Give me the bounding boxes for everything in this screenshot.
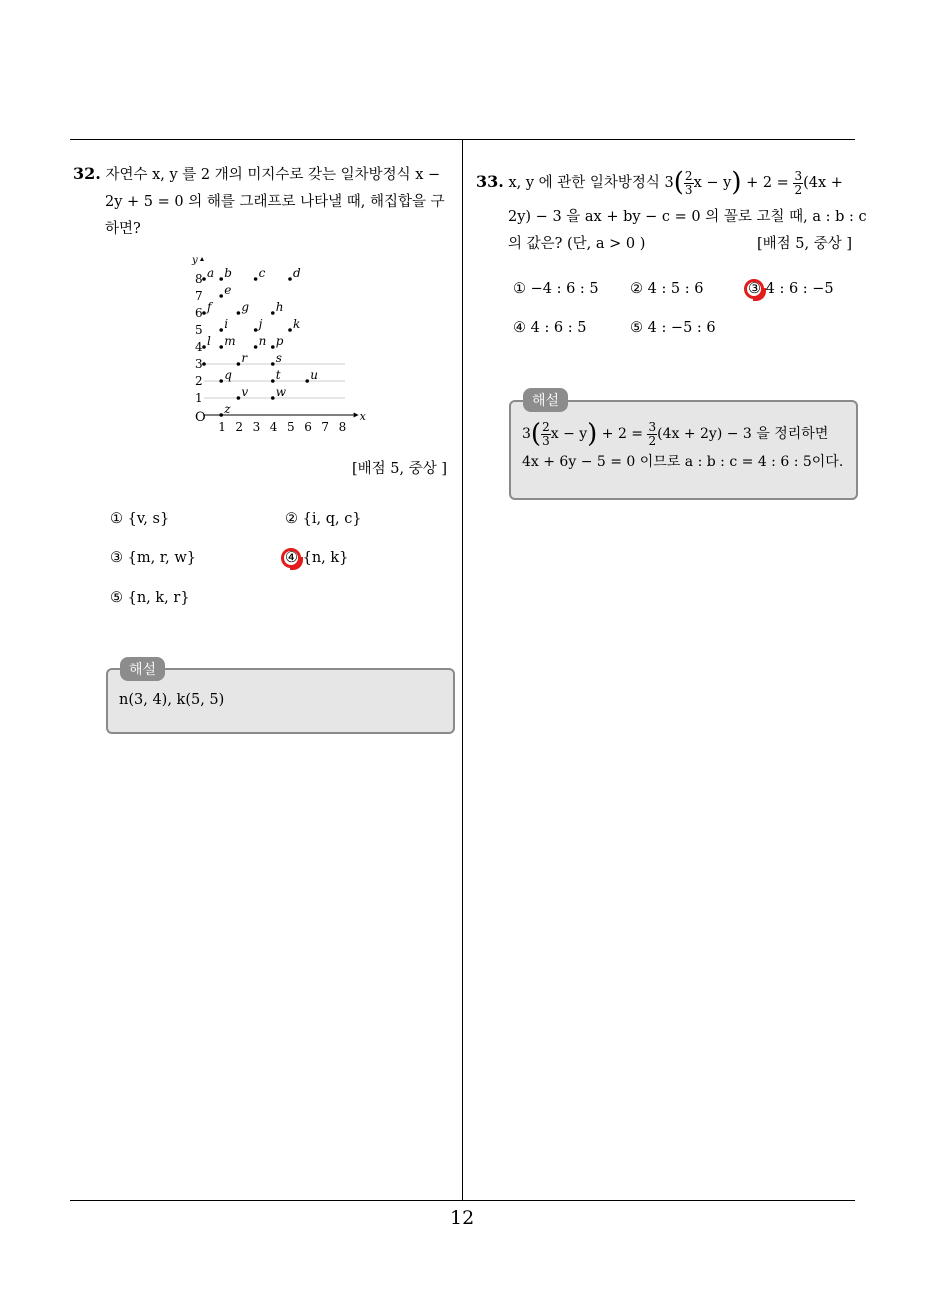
point-t xyxy=(271,379,275,383)
question-33-number: 33. xyxy=(476,172,504,191)
x-tick-label: 7 xyxy=(321,420,330,432)
y-tick-label: 6 xyxy=(195,306,203,320)
point-a xyxy=(202,277,206,281)
bottom-rule xyxy=(70,1200,855,1201)
point-label-t: t xyxy=(275,368,281,382)
point-label-s: s xyxy=(275,351,282,365)
q33-solution-box xyxy=(509,400,858,500)
question-32 xyxy=(73,160,458,243)
x-tick-label: 1 xyxy=(218,420,226,432)
page-number: 12 xyxy=(450,1207,475,1229)
point-z xyxy=(219,413,223,417)
x-tick-label: 5 xyxy=(287,420,295,432)
point-label-h: h xyxy=(275,300,284,314)
x-tick-label: 6 xyxy=(304,420,312,432)
q32-choice-4-marker: ④ xyxy=(285,550,298,566)
point-f xyxy=(202,311,206,315)
point-unlabeled xyxy=(202,362,206,366)
point-label-z: z xyxy=(224,402,231,416)
q33-fraction-2-3: $\frac{2}{3}$ xyxy=(684,168,693,197)
question-33-line3: 의 값은? (단, a > 0 ) [배점 5, 중상 ] xyxy=(476,231,861,258)
y-tick-label: 3 xyxy=(195,357,203,371)
q33-solution-text: 3( $\frac{2}{3}$ x − y) + 2 = $\frac{3}{2}$ (4x + 2y) − 3 을 정리하면 4x + 6y − 5 = 0 이므로 a : b : c = 4 : 6 : 5이다. xyxy=(522,420,843,476)
q32-choice-3[interactable]: ③ {m, r, w} xyxy=(110,550,196,566)
coordinate-graph xyxy=(190,252,375,432)
question-32-points: [배점 5, 중상 ] xyxy=(352,461,448,477)
point-label-i: i xyxy=(224,317,229,331)
point-g xyxy=(237,311,241,315)
answer-circle-mark xyxy=(744,279,764,299)
question-33-points: [배점 5, 중상 ] xyxy=(757,236,853,252)
q33-line1-pre: x, y 에 관한 일차방정식 3 xyxy=(508,175,674,191)
point-label-v: v xyxy=(241,385,249,399)
question-32-line1: 자연수 x, y 를 2 개의 미지수로 갖는 일차방정식 x − xyxy=(105,167,441,183)
y-tick-label: 7 xyxy=(195,289,203,303)
point-e xyxy=(219,294,223,298)
y-tick-label: 8 xyxy=(195,272,203,286)
x-tick-label: 2 xyxy=(235,420,244,432)
q33-fraction-3-2: $\frac{3}{2}$ xyxy=(794,168,803,197)
point-j xyxy=(254,328,258,332)
x-tick-label: 3 xyxy=(252,420,261,432)
point-b xyxy=(219,277,223,281)
question-32-number: 32. xyxy=(73,164,101,183)
point-label-p: p xyxy=(275,334,284,348)
point-n xyxy=(254,345,258,349)
origin-label: O xyxy=(195,410,206,425)
point-u xyxy=(305,379,309,383)
question-32-line2: 2y + 5 = 0 의 해를 그래프로 나타낼 때, 해집합을 구 xyxy=(105,194,445,210)
q33-choice-3-label: 4 : 6 : −5 xyxy=(765,281,834,297)
y-axis-arrow xyxy=(200,257,204,261)
q33-choice-3-marker: ③ xyxy=(748,281,761,297)
column-divider xyxy=(462,139,463,1201)
q32-choice-4-label: {n, k} xyxy=(302,550,349,566)
point-m xyxy=(219,345,223,349)
q32-solution-text: n(3, 4), k(5, 5) xyxy=(119,692,225,708)
point-q xyxy=(219,379,223,383)
point-label-g: g xyxy=(241,300,250,314)
question-33: 33. x, y 에 관한 일차방정식 3( $\frac{2}{3}$ x − y) + 2 = $\frac{3}{2}$ (4x + 2y) − 3 을 ax + by − c = 0 의 꼴로 고칠 때, a : b : c 의 값은? (단, a > 0 ) [배점 5, 중상 ] xyxy=(476,168,861,258)
q33-solution-label: 해설 xyxy=(523,388,568,412)
point-label-a: a xyxy=(207,266,215,280)
q32-solution-label: 해설 xyxy=(120,657,165,681)
point-r xyxy=(237,362,241,366)
point-label-c: c xyxy=(258,266,266,280)
point-label-d: d xyxy=(293,266,301,280)
point-label-m: m xyxy=(224,334,236,348)
y-tick-label: 4 xyxy=(195,340,203,354)
y-axis-label: y xyxy=(192,255,198,266)
point-i xyxy=(219,328,223,332)
point-label-e: e xyxy=(224,283,232,297)
q33-choice-4[interactable]: ④ 4 : 6 : 5 xyxy=(513,320,587,336)
y-tick-label: 2 xyxy=(195,374,203,388)
point-c xyxy=(254,277,258,281)
q33-choice-5[interactable]: ⑤ 4 : −5 : 6 xyxy=(630,320,716,336)
y-tick-label: 1 xyxy=(195,391,203,405)
point-label-u: u xyxy=(310,368,318,382)
point-h xyxy=(271,311,275,315)
q32-choice-1[interactable]: ① {v, s} xyxy=(110,511,170,527)
point-k xyxy=(288,328,292,332)
point-label-j: j xyxy=(258,317,263,331)
point-label-w: w xyxy=(275,385,287,399)
point-v xyxy=(237,396,241,400)
point-s xyxy=(271,362,275,366)
x-tick-label: 4 xyxy=(269,420,278,432)
x-axis-label: x xyxy=(359,410,366,423)
q32-choice-2[interactable]: ② {i, q, c} xyxy=(285,511,362,527)
point-label-k: k xyxy=(293,317,301,331)
answer-circle-mark xyxy=(281,548,301,568)
question-33-line2: 2y) − 3 을 ax + by − c = 0 의 꼴로 고칠 때, a : b : c xyxy=(508,209,867,225)
x-axis-arrow xyxy=(354,413,359,418)
point-label-n: n xyxy=(258,334,267,348)
point-label-f: f xyxy=(207,300,212,314)
point-w xyxy=(271,396,275,400)
q33-choice-2[interactable]: ② 4 : 5 : 6 xyxy=(630,281,704,297)
q33-solution-line2: 4x + 6y − 5 = 0 이므로 a : b : c = 4 : 6 : 5이다. xyxy=(522,454,844,470)
q32-choice-5[interactable]: ⑤ {n, k, r} xyxy=(110,590,190,606)
question-32-line3: 하면? xyxy=(105,221,141,237)
point-label-r: r xyxy=(241,351,248,365)
x-tick-label: 8 xyxy=(338,420,347,432)
point-d xyxy=(288,277,292,281)
y-tick-label: 5 xyxy=(195,323,203,337)
point-l xyxy=(202,345,206,349)
point-label-q: q xyxy=(224,368,232,382)
point-p xyxy=(271,345,275,349)
q33-choice-1[interactable]: ① −4 : 6 : 5 xyxy=(513,281,599,297)
point-label-b: b xyxy=(224,266,232,280)
point-label-l: l xyxy=(207,334,211,348)
